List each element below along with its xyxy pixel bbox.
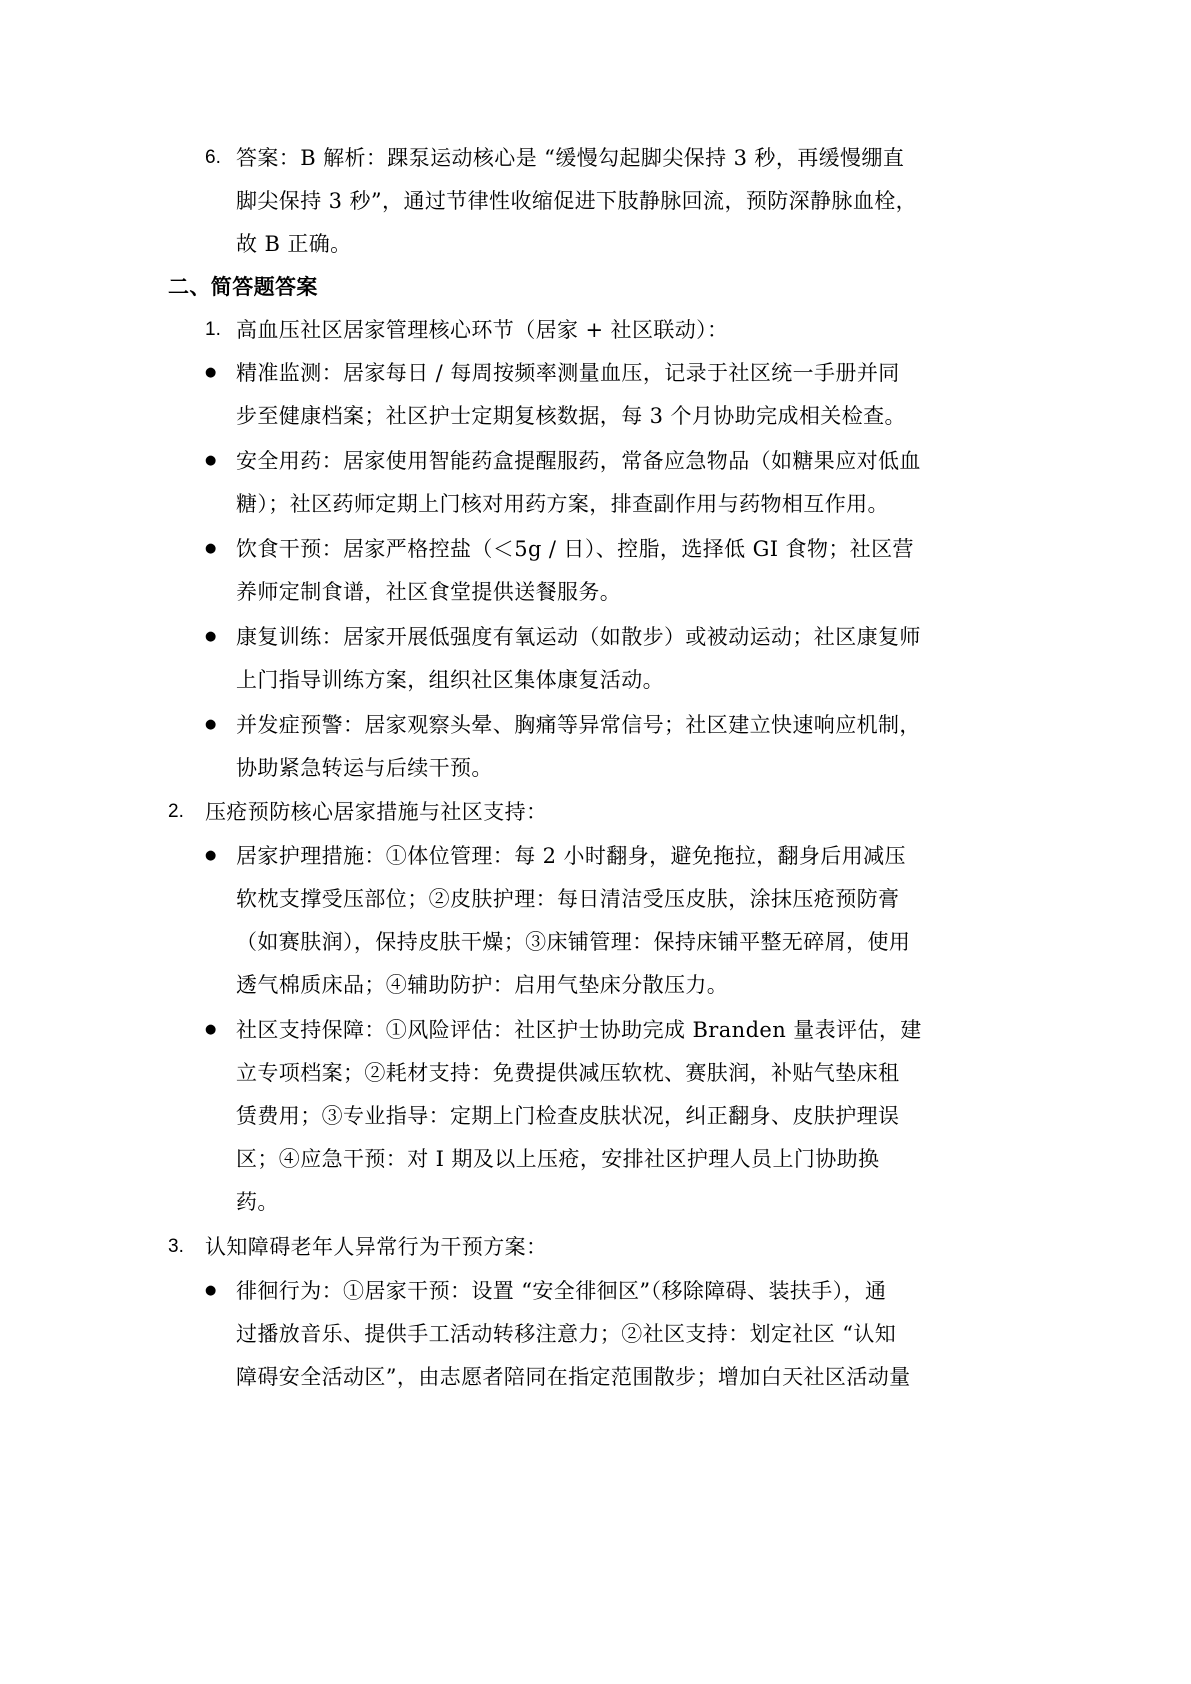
bullet-line: 并发症预警：居家观察头晕、胸痛等异常信号；社区建立快速响应机制，	[236, 713, 921, 737]
bullet-line: 精准监测：居家每日 / 每周按频率测量血压，记录于社区统一手册并同	[236, 361, 900, 385]
bullet-line: 上门指导训练方案，组织社区集体康复活动。	[236, 668, 664, 692]
answer-line: 答案：B 解析：踝泵运动核心是 “缓慢勾起脚尖保持 3 秒，再缓慢绷直	[236, 146, 905, 170]
bullet-line: 赁费用；③专业指导：定期上门检查皮肤状况，纠正翻身、皮肤护理误	[236, 1104, 900, 1128]
bullet-line: 协助紧急转运与后续干预。	[236, 756, 493, 780]
bullet-line: 区；④应急干预：对 Ⅰ 期及以上压疮，安排社区护理人员上门协助换	[236, 1147, 880, 1171]
bullet-icon: ●	[205, 1022, 217, 1037]
bullet-icon: ●	[205, 629, 217, 644]
bullet-line: 过播放音乐、提供手工活动转移注意力；②社区支持：划定社区 “认知	[236, 1322, 897, 1346]
bullet-line: （如赛肤润），保持皮肤干燥；③床铺管理：保持床铺平整无碎屑，使用	[236, 930, 911, 954]
bullet-icon: ●	[205, 453, 217, 468]
bullet-line: 糖）；社区药师定期上门核对用药方案，排查副作用与药物相互作用。	[236, 492, 889, 516]
bullet-line: 药。	[236, 1190, 279, 1214]
question-title: 压疮预防核心居家措施与社区支持：	[205, 800, 548, 824]
item-number: 1.	[205, 319, 221, 340]
question-title: 认知障碍老年人异常行为干预方案：	[205, 1235, 548, 1259]
bullet-icon: ●	[205, 365, 217, 380]
bullet-line: 康复训练：居家开展低强度有氧运动（如散步）或被动运动；社区康复师	[236, 625, 921, 649]
bullet-line: 步至健康档案；社区护士定期复核数据，每 3 个月协助完成相关检查。	[236, 404, 906, 428]
bullet-line: 社区支持保障：①风险评估：社区护士协助完成 Branden 量表评估，建	[236, 1018, 922, 1042]
section-heading: 二、简答题答案	[168, 274, 318, 299]
bullet-icon: ●	[205, 848, 217, 863]
bullet-icon: ●	[205, 541, 217, 556]
bullet-line: 软枕支撑受压部位；②皮肤护理：每日清洁受压皮肤，涂抹压疮预防膏	[236, 887, 900, 911]
bullet-line: 立专项档案；②耗材支持：免费提供减压软枕、赛肤润，补贴气垫床租	[236, 1061, 900, 1085]
bullet-icon: ●	[205, 1283, 217, 1298]
bullet-icon: ●	[205, 717, 217, 732]
item-number: 2.	[168, 801, 184, 822]
answer-line: 脚尖保持 3 秒”，通过节律性收缩促进下肢静脉回流，预防深静脉血栓，	[236, 189, 918, 213]
question-title: 高血压社区居家管理核心环节（居家 + 社区联动）：	[236, 318, 729, 342]
item-number: 3.	[168, 1236, 184, 1257]
bullet-line: 饮食干预：居家严格控盐（＜5g / 日）、控脂，选择低 GI 食物；社区营	[236, 537, 914, 561]
bullet-line: 徘徊行为：①居家干预：设置 “安全徘徊区”（移除障碍、装扶手），通	[236, 1279, 887, 1303]
bullet-line: 养师定制食谱，社区食堂提供送餐服务。	[236, 580, 622, 604]
bullet-line: 居家护理措施：①体位管理：每 2 小时翻身，避免拖拉，翻身后用减压	[236, 844, 906, 868]
bullet-line: 安全用药：居家使用智能药盒提醒服药，常备应急物品（如糖果应对低血	[236, 449, 921, 473]
bullet-line: 障碍安全活动区”，由志愿者陪同在指定范围散步；增加白天社区活动量	[236, 1365, 911, 1389]
bullet-line: 透气棉质床品；④辅助防护：启用气垫床分散压力。	[236, 973, 729, 997]
answer-line: 故 B 正确。	[236, 232, 352, 256]
item-number: 6.	[205, 147, 221, 168]
